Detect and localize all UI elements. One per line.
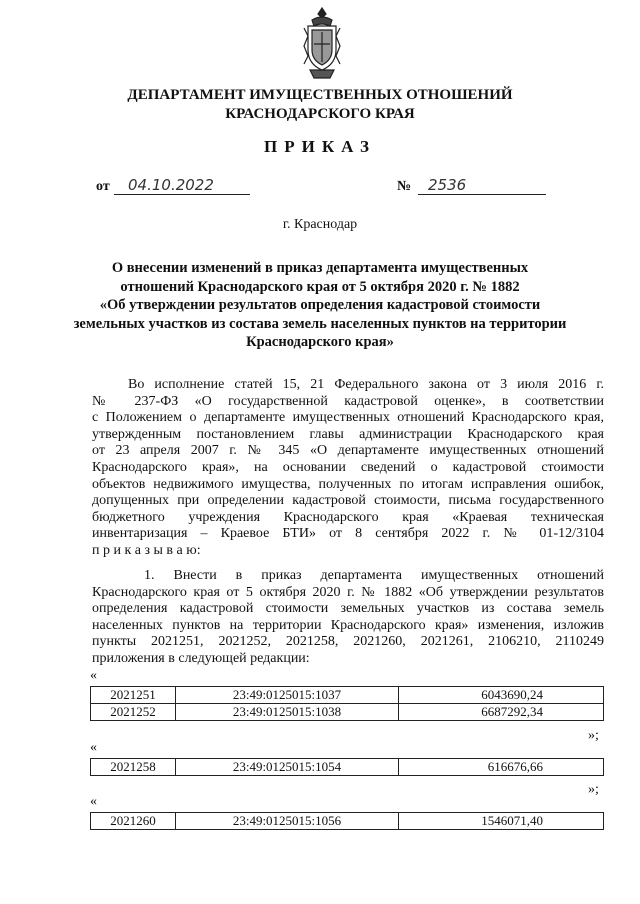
subject-line: отношений Краснодарского края от 5 октября 2020 г. № 1882 <box>120 278 520 295</box>
paragraph-line: инвентаризация – Краевое БТИ» от 8 сентября 2022 г. № 01-12/3104 <box>92 526 604 542</box>
open-quote: « <box>90 794 97 809</box>
department-line-1: ДЕПАРТАМЕНТ ИМУЩЕСТВЕННЫХ ОТНОШЕНИЙ <box>127 87 513 103</box>
paragraph-line: приложения в следующей редакции: <box>92 650 310 666</box>
paragraph-line: пункты 2021251, 2021252, 2021258, 2021260, 2021261, 2106210, 2110249 <box>92 634 604 650</box>
cadastral-number-cell: 23:49:0125015:1038 <box>176 704 399 721</box>
city-line: г. Краснодар <box>282 217 358 232</box>
open-quote: « <box>90 668 97 683</box>
cadastral-value-cell: 616676,66 <box>399 759 604 776</box>
paragraph-line: 1. Внести в приказ департамента имущественных отношений <box>144 568 604 583</box>
paragraph-line: Краснодарского края», на основании сведений о кадастровой стоимости <box>92 459 604 475</box>
item-number-cell: 2021260 <box>91 813 176 830</box>
number-label: № <box>397 179 412 194</box>
department-name <box>0 86 640 124</box>
table-row <box>91 813 604 830</box>
paragraph-line: Во исполнение статей 15, 21 Федерального закона от 3 июля 2016 г. <box>128 377 604 392</box>
paragraph-line: № 237-ФЗ «О государственной кадастровой оценке», в соответствии <box>92 393 604 409</box>
table-row <box>91 687 604 704</box>
coat-of-arms-emblem <box>300 6 344 80</box>
cadastral-number-cell: 23:49:0125015:1054 <box>176 759 399 776</box>
paragraph-line: населенных пунктов на территории Краснодарского края» изменения, изложив <box>92 617 604 633</box>
paragraph-line: бюджетного учреждения Краснодарского края «Краевая техническая <box>92 509 604 525</box>
close-quote: »; <box>588 782 599 797</box>
number-field <box>418 176 546 195</box>
table-row <box>91 759 604 776</box>
cadastral-value-cell: 1546071,40 <box>399 813 604 830</box>
paragraph-line: с Положением о департаменте имущественных отношений Краснодарского края, <box>92 410 604 426</box>
paragraph-line: Краснодарского края от 5 октября 2020 г. № 1882 «Об утверждении результатов <box>92 584 604 600</box>
document-type-title: ПРИКАЗ <box>264 137 376 156</box>
paragraph-line: п р и к а з ы в а ю: <box>92 542 201 558</box>
preamble-paragraph <box>92 377 604 560</box>
open-quote: « <box>90 740 97 755</box>
cadastral-table <box>90 812 604 830</box>
date-value: 04.10.2022 <box>128 176 214 194</box>
paragraph-line: утвержденным постановлением главы администрации Краснодарского края <box>92 426 604 442</box>
item-number-cell: 2021258 <box>91 759 176 776</box>
cadastral-value-cell: 6687292,34 <box>399 704 604 721</box>
subject-line: Краснодарского края» <box>246 334 394 350</box>
subject-line: земельных участков из состава земель населенных пунктов на территории <box>73 315 567 332</box>
paragraph-line: объектов недвижимого имущества, полученных по итогам исправления ошибок, <box>92 476 604 492</box>
number-value: 2536 <box>428 176 467 194</box>
subject-line: «Об утверждении результатов определения кадастровой стоимости <box>99 297 541 313</box>
cadastral-value-cell: 6043690,24 <box>399 687 604 704</box>
paragraph-line: от 23 апреля 2007 г. № 345 «О департаменте имущественных отношений <box>92 443 604 459</box>
cadastral-number-cell: 23:49:0125015:1037 <box>176 687 399 704</box>
paragraph-line: допущенных при определении кадастровой стоимости, письма государственного <box>92 493 604 509</box>
table-row <box>91 704 604 721</box>
close-quote: »; <box>588 728 599 743</box>
cadastral-table <box>90 686 604 721</box>
order-subject <box>60 259 580 352</box>
item-number-cell: 2021251 <box>91 687 176 704</box>
department-line-2: КРАСНОДАРСКОГО КРАЯ <box>225 106 415 122</box>
subject-line: О внесении изменений в приказ департамента имущественных <box>111 260 529 276</box>
date-field <box>114 176 250 195</box>
paragraph-line: определения кадастровой стоимости земельных участков из состава земель <box>92 601 604 617</box>
cadastral-table <box>90 758 604 776</box>
item-number-cell: 2021252 <box>91 704 176 721</box>
item-1-paragraph <box>92 568 604 668</box>
cadastral-number-cell: 23:49:0125015:1056 <box>176 813 399 830</box>
date-label: от <box>96 179 110 194</box>
